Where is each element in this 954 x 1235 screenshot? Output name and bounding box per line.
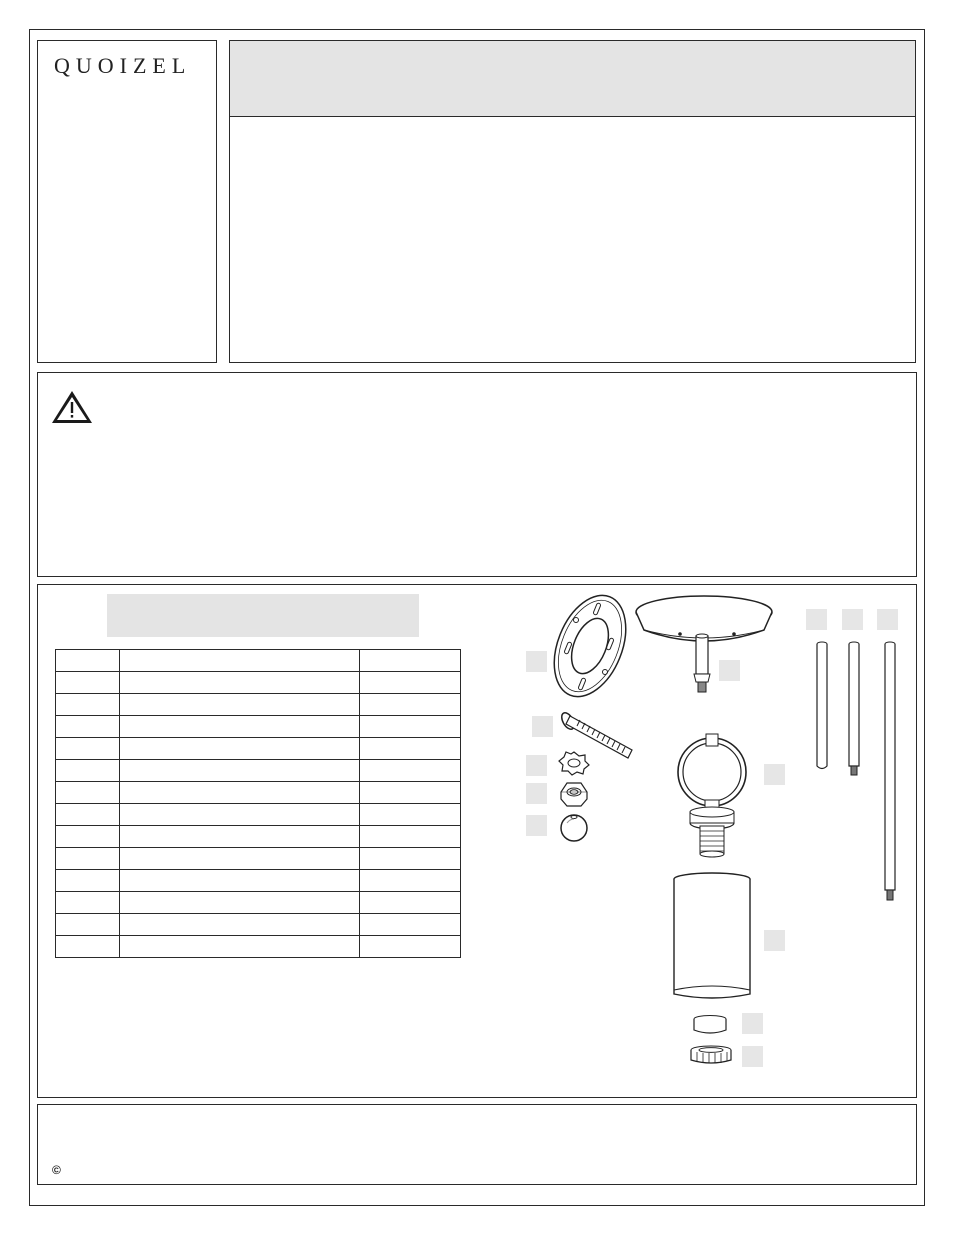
table-row (56, 716, 461, 738)
part-tag (526, 783, 547, 804)
part-tag (526, 815, 547, 836)
ball-finial-illustration (558, 812, 590, 844)
footer-box (37, 1104, 917, 1185)
table-row (56, 694, 461, 716)
part-tag (764, 764, 785, 785)
table-row (56, 804, 461, 826)
stem-rod-medium-illustration (846, 640, 862, 780)
part-tag (842, 609, 863, 630)
part-tag (526, 755, 547, 776)
parts-heading-bar (107, 594, 419, 637)
part-tag (806, 609, 827, 630)
part-tag (532, 716, 553, 737)
table-row (56, 738, 461, 760)
hex-nut-illustration (560, 780, 588, 808)
part-tag (526, 651, 547, 672)
part-tag (742, 1046, 763, 1067)
table-row (56, 914, 461, 936)
copyright-icon: © (52, 1163, 61, 1177)
parts-table (55, 649, 461, 958)
table-row (56, 782, 461, 804)
part-tag (877, 609, 898, 630)
cylinder-shade-illustration (670, 870, 754, 1004)
warning-triangle-icon (50, 389, 94, 425)
shade-ring-illustration (690, 1014, 730, 1038)
table-row (56, 848, 461, 870)
stem-rod-short-illustration (814, 640, 830, 775)
brand-logo: QUOIZEL (54, 53, 192, 78)
table-row (56, 870, 461, 892)
warning-box (37, 372, 917, 577)
table-row (56, 672, 461, 694)
title-bar (230, 41, 915, 117)
table-row (56, 650, 461, 672)
stem-rod-long-illustration (882, 640, 898, 905)
lamp-holder-nut-illustration (688, 1044, 734, 1070)
table-row (56, 826, 461, 848)
mounting-plate-illustration (550, 590, 630, 702)
logo-box (37, 40, 217, 363)
table-row (56, 760, 461, 782)
lock-washer-illustration (558, 750, 590, 776)
part-tag (742, 1013, 763, 1034)
table-row (56, 892, 461, 914)
canopy-illustration (634, 590, 774, 700)
part-tag (764, 930, 785, 951)
title-box (229, 40, 916, 363)
table-row (56, 936, 461, 958)
hanging-loop-illustration (672, 730, 752, 860)
